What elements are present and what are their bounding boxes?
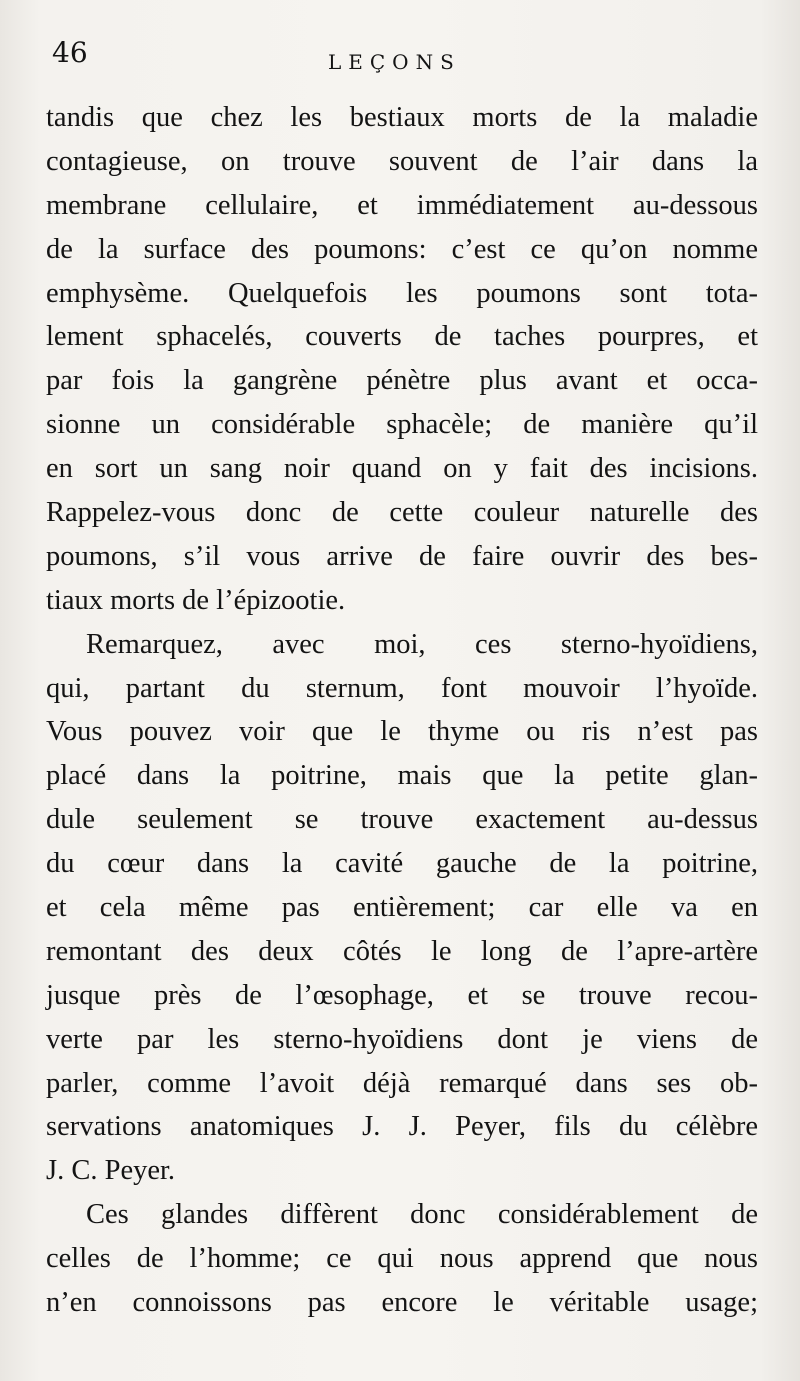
text-line: Remarquez, avec moi, ces sterno-hyoïdiens, [86, 628, 758, 660]
text-line: jusque près de l’œsophage, et se trouve recou- [46, 979, 758, 1011]
text-line: tandis que chez les bestiaux morts de la maladie [46, 102, 758, 133]
text-line: Vous pouvez voir que le thyme ou ris n’est pas [46, 716, 758, 748]
text-line: qui, partant du sternum, font mouvoir l’hyoïde. [46, 672, 758, 704]
text-line: tiaux morts de l’épizootie. [46, 584, 346, 616]
text-line: celles de l’homme; ce qui nous apprend que nous [46, 1243, 758, 1275]
text-line: parler, comme l’avoit déjà remarqué dans ses ob- [46, 1067, 758, 1099]
page-header [48, 36, 758, 86]
page-number: 46 [52, 36, 88, 69]
text-line: et cela même pas entièrement; car elle va en [46, 892, 758, 924]
text-line: dule seulement se trouve exactement au-dessus [46, 804, 758, 836]
running-head: LEÇONS [328, 50, 461, 74]
text-line: Ces glandes diffèrent donc considérablement de [86, 1199, 758, 1231]
text-line: n’en connoissons pas encore le véritable usage; [46, 1287, 758, 1319]
text-line: emphysème. Quelquefois les poumons sont tota- [46, 277, 758, 309]
text-line: en sort un sang noir quand on y fait des incisions. [46, 453, 758, 485]
text-line: du cœur dans la cavité gauche de la poitrine, [46, 848, 758, 880]
body-text [46, 96, 758, 1325]
text-line: servations anatomiques J. J. Peyer, fils du célèbre [46, 1111, 758, 1143]
text-line: de la surface des poumons: c’est ce qu’on nomme [46, 233, 758, 265]
text-line: contagieuse, on trouve souvent de l’air dans la [46, 145, 758, 177]
text-line: sionne un considérable sphacèle; de manière qu’il [46, 409, 758, 441]
text-line: Rappelez-vous donc de cette couleur naturelle des [46, 497, 758, 529]
text-line: verte par les sterno-hyoïdiens dont je viens de [46, 1023, 758, 1055]
text-line: membrane cellulaire, et immédiatement au-dessous [46, 189, 758, 221]
text-line: par fois la gangrène pénètre plus avant et occa- [46, 365, 758, 397]
text-line: poumons, s’il vous arrive de faire ouvrir des bes- [46, 540, 758, 572]
text-line: remontant des deux côtés le long de l’apre-artère [46, 935, 758, 967]
text-line: J. C. Peyer. [46, 1155, 176, 1187]
text-line: lement sphacelés, couverts de taches pourpres, et [46, 321, 758, 353]
text-line: placé dans la poitrine, mais que la petite glan- [46, 760, 758, 792]
